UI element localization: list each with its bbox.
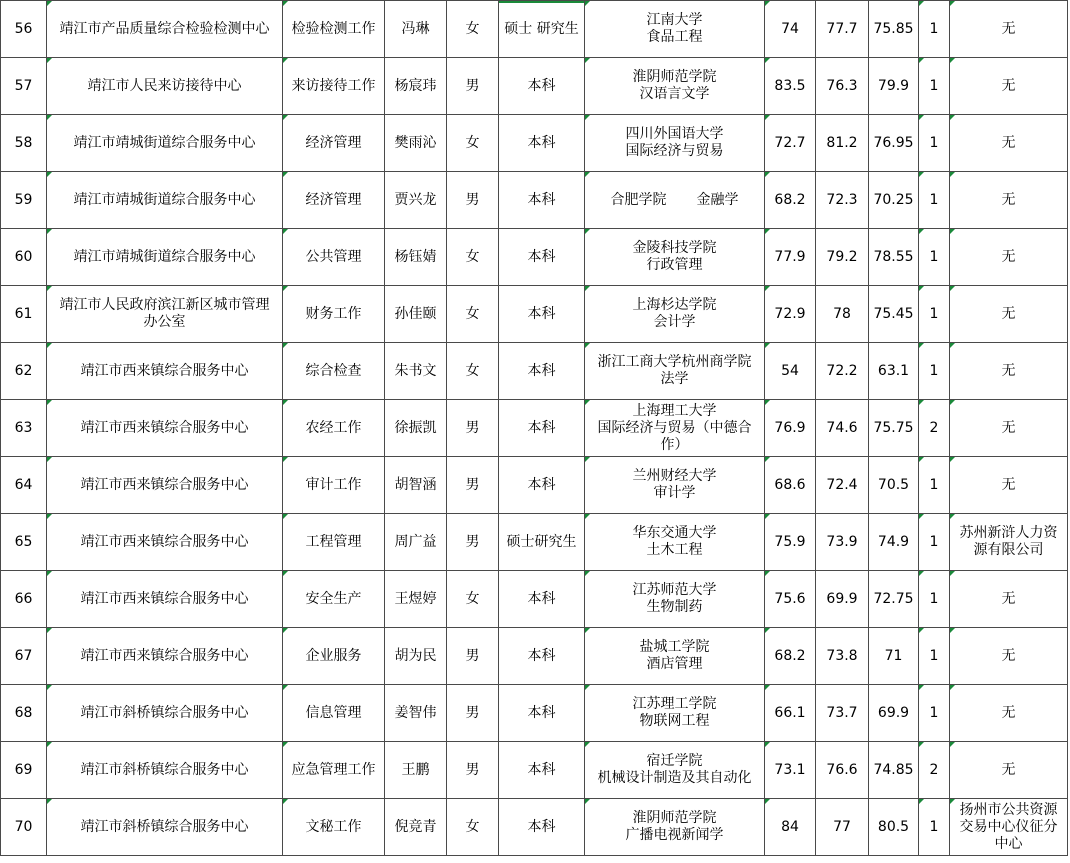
cell-current-employer[interactable] [950,1,1068,58]
cell-education[interactable]: 本科 [499,172,585,229]
cell-text-line: 国际经济与贸易（中德合 [597,419,752,436]
cell-score-total[interactable]: 76.95 [869,115,919,172]
cell-gender[interactable]: 男 [447,400,499,457]
cell-text-line: 行政管理 [646,257,703,273]
cell-school-major[interactable] [585,571,765,628]
cell-score-interview[interactable]: 76.3 [816,58,869,115]
cell-score-written[interactable]: 76.9 [765,400,816,457]
cell-school-major[interactable] [585,400,765,457]
cell-name[interactable]: 姜智伟 [385,685,447,742]
cell-rank[interactable]: 1 [919,514,950,571]
cell-employer-unit[interactable] [47,115,283,172]
cell-employer-unit[interactable] [47,229,283,286]
cell-text-line: 靖江市靖城街道综合服务中心 [73,248,256,265]
cell-employer-unit[interactable] [47,286,283,343]
table-row [1,742,1068,799]
cell-score-interview[interactable]: 81.2 [816,115,869,172]
cell-gender[interactable]: 女 [447,799,499,856]
cell-name[interactable]: 王煜婷 [385,571,447,628]
cell-number[interactable]: 65 [1,514,47,571]
cell-rank[interactable]: 1 [919,115,950,172]
cell-gender[interactable]: 女 [447,343,499,400]
cell-text-line: 靖江市人民来访接待中心 [87,77,242,94]
cell-text-line: 无 [1001,20,1016,37]
cell-school-major[interactable] [585,115,765,172]
cell-rank[interactable]: 1 [919,457,950,514]
cell-education[interactable]: 硕士研究生 [499,514,585,571]
cell-name[interactable]: 杨宸玮 [385,58,447,115]
cell-score-total[interactable]: 78.55 [869,229,919,286]
cell-text-line: 广播电视新闻学 [625,827,724,843]
cell-number[interactable]: 60 [1,229,47,286]
cell-text-line: 四川外国语大学 [625,126,724,142]
cell-text-line: 土木工程 [646,542,703,558]
cell-score-total[interactable]: 70.5 [869,457,919,514]
cell-rank[interactable]: 1 [919,286,950,343]
cell-name[interactable]: 冯琳 [385,1,447,58]
cell-name[interactable]: 徐振凯 [385,400,447,457]
cell-text-line: 无 [1001,590,1016,607]
table-row [1,172,1068,229]
cell-education[interactable]: 本科 [499,115,585,172]
cell-school-major[interactable] [585,514,765,571]
cell-text-line: 无 [1001,704,1016,721]
cell-current-employer[interactable] [950,229,1068,286]
cell-education[interactable]: 本科 [499,343,585,400]
cell-name[interactable]: 周广益 [385,514,447,571]
cell-position[interactable]: 财务工作 [283,286,385,343]
cell-text-line: 会计学 [653,314,696,330]
cell-education[interactable]: 本科 [499,628,585,685]
table-row [1,514,1068,571]
cell-gender[interactable]: 女 [447,229,499,286]
cell-text-line: 无 [1001,77,1016,94]
cell-education[interactable]: 本科 [499,229,585,286]
cell-name[interactable]: 胡智涵 [385,457,447,514]
cell-score-written[interactable]: 68.6 [765,457,816,514]
cell-rank[interactable]: 1 [919,799,950,856]
cell-text-part: 合肥学院 [610,191,667,208]
cell-number[interactable]: 56 [1,1,47,58]
cell-school-major[interactable] [585,58,765,115]
cell-text-line: 靖江市靖城街道综合服务中心 [73,191,256,208]
cell-score-interview[interactable]: 72.2 [816,343,869,400]
cell-text-line: 靖江市斜桥镇综合服务中心 [80,761,249,778]
cell-name[interactable]: 王鹏 [385,742,447,799]
cell-gender[interactable]: 男 [447,628,499,685]
cell-score-interview[interactable]: 72.4 [816,457,869,514]
cell-number[interactable]: 68 [1,685,47,742]
cell-text-line: 交易中心仪征分 [959,818,1058,835]
cell-position[interactable]: 工程管理 [283,514,385,571]
cell-score-total[interactable]: 71 [869,628,919,685]
cell-current-employer[interactable] [950,685,1068,742]
cell-text-line: 金陵科技学院 [632,240,717,256]
cell-number[interactable]: 59 [1,172,47,229]
cell-name[interactable]: 杨钰婧 [385,229,447,286]
table-row [1,286,1068,343]
cell-school-major[interactable] [585,172,765,229]
cell-school-major[interactable] [585,229,765,286]
cell-gender[interactable]: 男 [447,457,499,514]
table-row [1,571,1068,628]
cell-text-line: 无 [1001,362,1016,379]
cell-score-written[interactable]: 77.9 [765,229,816,286]
cell-education[interactable]: 本科 [499,400,585,457]
cell-education[interactable]: 本科 [499,286,585,343]
cell-school-major[interactable] [585,457,765,514]
cell-score-total[interactable]: 80.5 [869,799,919,856]
cell-school-major[interactable] [585,742,765,799]
cell-current-employer[interactable] [950,58,1068,115]
cell-gender[interactable]: 女 [447,115,499,172]
cell-text-line: 无 [1001,419,1016,436]
cell-text-line: 中心 [994,835,1023,852]
cell-score-written[interactable]: 72.9 [765,286,816,343]
cell-text-line: 靖江市西来镇综合服务中心 [80,419,249,436]
cell-score-written[interactable]: 83.5 [765,58,816,115]
cell-text-line: 江苏师范大学 [632,582,717,598]
cell-name[interactable]: 樊雨沁 [385,115,447,172]
cell-score-total[interactable]: 75.85 [869,1,919,58]
cell-text-line: 浙江工商大学杭州商学院 [597,354,752,370]
cell-score-written[interactable]: 66.1 [765,685,816,742]
cell-position[interactable]: 经济管理 [283,115,385,172]
cell-rank[interactable]: 1 [919,229,950,286]
cell-education[interactable]: 本科 [499,58,585,115]
cell-text-line: 酒店管理 [646,656,703,672]
table-body [1,1,1068,856]
cell-text-line: 上海杉达学院 [632,297,717,313]
cell-employer-unit[interactable] [47,685,283,742]
cell-score-total[interactable]: 72.75 [869,571,919,628]
cell-score-written[interactable]: 68.2 [765,628,816,685]
cell-name[interactable]: 孙佳颐 [385,286,447,343]
cell-employer-unit[interactable] [47,628,283,685]
cell-text-line: 靖江市产品质量综合检验检测中心 [59,20,270,37]
cell-text-line: 淮阴师范学院 [632,69,717,85]
cell-position[interactable]: 经济管理 [283,172,385,229]
cell-rank[interactable]: 1 [919,58,950,115]
cell-score-interview[interactable]: 79.2 [816,229,869,286]
cell-number[interactable]: 63 [1,400,47,457]
cell-gender[interactable]: 男 [447,742,499,799]
cell-text-line: 办公室 [143,314,186,330]
cell-employer-unit[interactable] [47,457,283,514]
table-row [1,799,1068,856]
cell-score-interview[interactable]: 73.8 [816,628,869,685]
cell-gender[interactable]: 男 [447,685,499,742]
cell-gender[interactable]: 女 [447,571,499,628]
cell-school-major[interactable] [585,685,765,742]
cell-text-line: 无 [1001,305,1016,322]
cell-score-interview[interactable]: 69.9 [816,571,869,628]
cell-position[interactable]: 安全生产 [283,571,385,628]
cell-text-line: 靖江市西来镇综合服务中心 [80,533,249,550]
cell-number[interactable]: 69 [1,742,47,799]
cell-school-major[interactable] [585,1,765,58]
cell-text-line: 靖江市斜桥镇综合服务中心 [80,818,249,835]
cell-score-interview[interactable]: 77 [816,799,869,856]
cell-text-line: 江南大学 [646,12,703,28]
cell-employer-unit[interactable] [47,1,283,58]
cell-rank[interactable]: 2 [919,400,950,457]
cell-current-employer[interactable] [950,514,1068,571]
cell-number[interactable]: 67 [1,628,47,685]
cell-rank[interactable]: 1 [919,343,950,400]
cell-position[interactable]: 检验检测工作 [283,1,385,58]
cell-score-interview[interactable]: 78 [816,286,869,343]
table-row [1,400,1068,457]
cell-school-major[interactable] [585,343,765,400]
cell-position[interactable]: 应急管理工作 [283,742,385,799]
cell-text-line: 靖江市西来镇综合服务中心 [80,476,249,493]
cell-number[interactable]: 66 [1,571,47,628]
cell-text-line: 靖江市靖城街道综合服务中心 [73,134,256,151]
cell-text-line: 源有限公司 [973,542,1044,558]
cell-rank[interactable]: 1 [919,685,950,742]
cell-text-line: 审计学 [653,485,696,501]
cell-employer-unit[interactable] [47,514,283,571]
cell-text-line: 法学 [660,371,689,387]
cell-position[interactable]: 审计工作 [283,457,385,514]
table-row [1,628,1068,685]
cell-position[interactable]: 公共管理 [283,229,385,286]
cell-gender[interactable]: 女 [447,1,499,58]
cell-school-major[interactable] [585,286,765,343]
cell-education[interactable]: 硕士 研究生 [499,1,585,58]
cell-name[interactable]: 朱书文 [385,343,447,400]
cell-score-written[interactable]: 73.1 [765,742,816,799]
cell-gender[interactable]: 男 [447,58,499,115]
cell-text-line: 靖江市西来镇综合服务中心 [80,590,249,607]
cell-score-interview[interactable]: 73.7 [816,685,869,742]
cell-employer-unit[interactable] [47,400,283,457]
cell-current-employer[interactable] [950,343,1068,400]
cell-employer-unit[interactable] [47,571,283,628]
cell-position[interactable]: 信息管理 [283,685,385,742]
cell-score-interview[interactable]: 77.7 [816,1,869,58]
cell-number[interactable]: 70 [1,799,47,856]
cell-text-line: 无 [1001,761,1016,778]
cell-text-line: 盐城工学院 [639,639,710,655]
cell-text-line: 上海理工大学 [632,402,717,419]
cell-position[interactable]: 企业服务 [283,628,385,685]
cell-text-line: 江苏理工学院 [632,696,717,712]
cell-number[interactable]: 62 [1,343,47,400]
cell-rank[interactable]: 2 [919,742,950,799]
cell-score-written[interactable]: 68.2 [765,172,816,229]
cell-text-line: 无 [1001,248,1016,265]
cell-education[interactable]: 本科 [499,799,585,856]
cell-score-written[interactable]: 72.7 [765,115,816,172]
cell-rank[interactable]: 1 [919,172,950,229]
cell-current-employer[interactable] [950,799,1068,856]
cell-score-total[interactable]: 63.1 [869,343,919,400]
table-row [1,1,1068,58]
cell-current-employer[interactable] [950,457,1068,514]
cell-education[interactable]: 本科 [499,685,585,742]
cell-name[interactable]: 胡为民 [385,628,447,685]
cell-text-line: 作） [660,436,689,453]
cell-text-line: 扬州市公共资源 [959,801,1058,818]
cell-score-written[interactable]: 84 [765,799,816,856]
cell-employer-unit[interactable] [47,799,283,856]
cell-text-line: 淮阴师范学院 [632,810,717,826]
cell-text-line: 靖江市西来镇综合服务中心 [80,362,249,379]
cell-score-total[interactable]: 79.9 [869,58,919,115]
cell-number[interactable]: 58 [1,115,47,172]
cell-text-line: 国际经济与贸易 [625,143,724,159]
cell-employer-unit[interactable] [47,172,283,229]
cell-text-line: 苏州新浒人力资 [959,525,1058,541]
cell-rank[interactable]: 1 [919,628,950,685]
cell-position[interactable]: 来访接待工作 [283,58,385,115]
table-row [1,343,1068,400]
cell-text-line: 食品工程 [646,29,703,45]
cell-name[interactable]: 贾兴龙 [385,172,447,229]
cell-text-part: 金融学 [696,191,739,208]
cell-name[interactable]: 倪竞青 [385,799,447,856]
cell-text-line: 靖江市西来镇综合服务中心 [80,647,249,664]
cell-employer-unit[interactable] [47,58,283,115]
cell-score-total[interactable]: 69.9 [869,685,919,742]
cell-score-interview[interactable]: 74.6 [816,400,869,457]
cell-position[interactable]: 农经工作 [283,400,385,457]
cell-text-line: 宿迁学院 [646,753,703,769]
cell-current-employer[interactable] [950,742,1068,799]
table-row [1,685,1068,742]
cell-school-major[interactable] [585,799,765,856]
cell-number[interactable]: 57 [1,58,47,115]
table-row [1,115,1068,172]
cell-number[interactable]: 64 [1,457,47,514]
cell-employer-unit[interactable] [47,343,283,400]
cell-text-line: 生物制药 [646,599,703,615]
cell-education[interactable]: 本科 [499,457,585,514]
cell-score-total[interactable]: 74.85 [869,742,919,799]
cell-rank[interactable]: 1 [919,1,950,58]
cell-score-total[interactable]: 75.75 [869,400,919,457]
cell-education[interactable]: 本科 [499,742,585,799]
cell-rank[interactable]: 1 [919,571,950,628]
cell-score-total[interactable]: 70.25 [869,172,919,229]
cell-text-line: 无 [1001,191,1016,208]
cell-current-employer[interactable] [950,172,1068,229]
cell-text-line: 靖江市人民政府滨江新区城市管理 [59,297,270,313]
cell-text-line: 物联网工程 [639,713,710,729]
cell-number[interactable]: 61 [1,286,47,343]
cell-education[interactable]: 本科 [499,571,585,628]
cell-text-line: 机械设计制造及其自动化 [597,770,752,786]
cell-text-line: 靖江市斜桥镇综合服务中心 [80,704,249,721]
cell-score-interview[interactable]: 73.9 [816,514,869,571]
cell-current-employer[interactable] [950,286,1068,343]
cell-score-total[interactable]: 74.9 [869,514,919,571]
cell-school-major[interactable] [585,628,765,685]
school-major-inline [586,192,763,209]
cell-position[interactable]: 文秘工作 [283,799,385,856]
cell-text-line: 无 [1001,647,1016,664]
table-row [1,58,1068,115]
cell-score-written[interactable]: 75.9 [765,514,816,571]
cell-score-interview[interactable]: 76.6 [816,742,869,799]
cell-gender[interactable]: 男 [447,514,499,571]
cell-current-employer[interactable] [950,400,1068,457]
cell-score-written[interactable]: 74 [765,1,816,58]
cell-gender[interactable]: 男 [447,172,499,229]
table-row [1,229,1068,286]
cell-score-written[interactable]: 54 [765,343,816,400]
cell-text-line: 华东交通大学 [632,525,717,541]
table-row [1,457,1068,514]
cell-current-employer[interactable] [950,115,1068,172]
cell-gender[interactable]: 女 [447,286,499,343]
cell-employer-unit[interactable] [47,742,283,799]
cell-position[interactable]: 综合检查 [283,343,385,400]
cell-text-line: 无 [1001,134,1016,151]
cell-text-line: 汉语言文学 [639,86,710,102]
cell-text-line: 兰州财经大学 [632,468,717,484]
cell-current-employer[interactable] [950,628,1068,685]
cell-current-employer[interactable] [950,571,1068,628]
cell-score-written[interactable]: 75.6 [765,571,816,628]
cell-score-interview[interactable]: 72.3 [816,172,869,229]
cell-score-total[interactable]: 75.45 [869,286,919,343]
cell-text-line: 无 [1001,476,1016,493]
